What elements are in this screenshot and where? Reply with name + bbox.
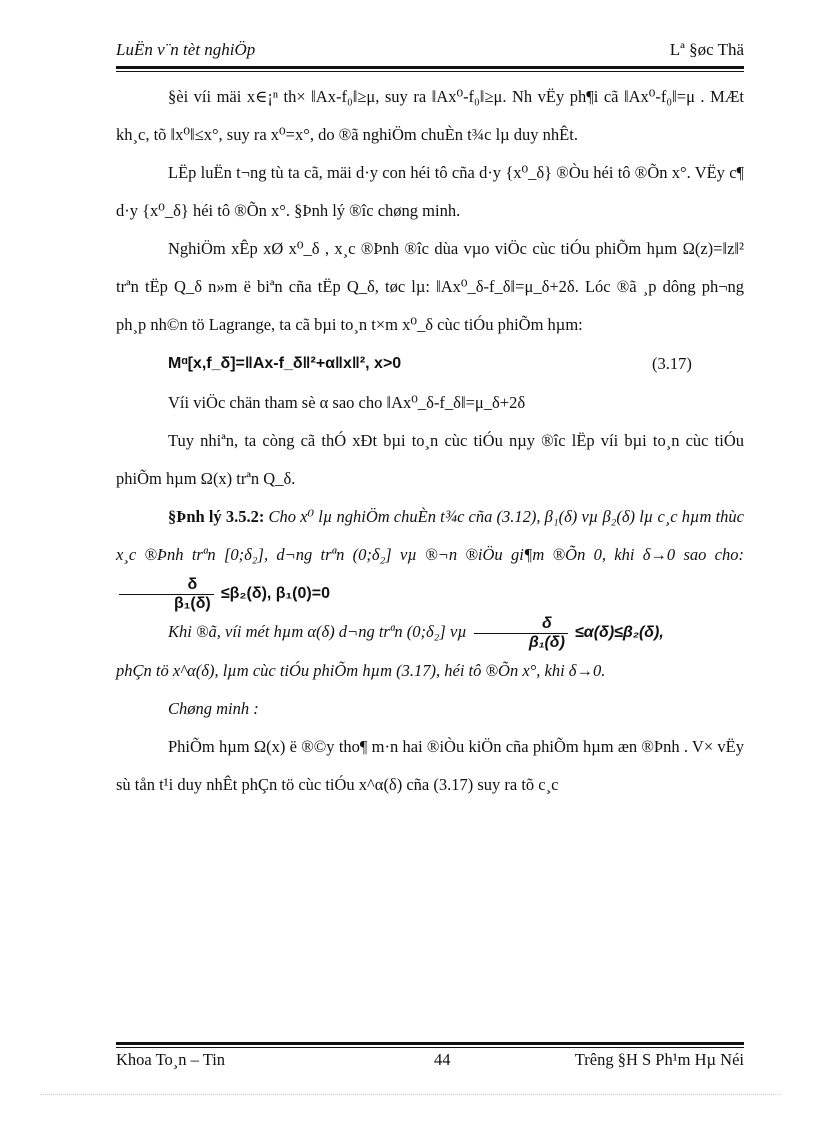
alpha-fraction — [474, 615, 568, 652]
equation-3-17 — [116, 344, 744, 384]
paragraph-proof: PhiÕm hµm Ω(x) ë ®©y tho¶ m·n hai ®iÒu kiÖn cña phiÕm hµm æn ®Þnh . V× vËy sù tån t¹i duy nhÊt phÇn tö cùc tiÓu x^α(δ) cña (3.17) suy ra tõ c¸c — [116, 737, 744, 794]
theorem-fraction — [119, 576, 214, 613]
page-edge-dotted-line — [40, 1094, 780, 1095]
footer-rule-thin — [116, 1047, 744, 1048]
alpha-fraction-numerator: δ — [474, 615, 568, 634]
theorem-label: §Þnh lý 3.5.2: — [168, 507, 265, 526]
paragraph-alpha-function — [116, 613, 744, 652]
header-rule-thin — [116, 71, 744, 72]
paragraph-alpha-choice: Víi viÖc chän tham sè α sao cho ‖Ax⁰_δ-f_δ‖=μ_δ+2δ — [168, 393, 526, 412]
theorem-fraction-numerator: δ — [119, 576, 214, 595]
equation-3-17-number: (3.17) — [652, 354, 692, 373]
paragraph-uniqueness: §èi víi mäi x∈¡ⁿ th× ‖Ax-f₀‖≥μ, suy ra ‖Ax⁰-f₀‖≥μ. Nh vËy ph¶i cã ‖Ax⁰-f₀‖=μ . MÆt kh¸c, tõ ‖x⁰‖≤x°, suy ra x⁰=x°, do ®ã nghiÖm chuÈn t¾c lµ duy nhÊt. — [116, 87, 744, 144]
page-footer — [116, 1050, 744, 1074]
paragraph-minimizer: phÇn tö x^α(δ), lµm cùc tiÓu phiÕm hµm (3.17), héi tô ®Õn x°, khi δ→0. — [116, 661, 606, 680]
alpha-condition: ≤α(δ)≤β₂(δ), — [575, 624, 664, 641]
theorem-fraction-denominator: β₁(δ) — [174, 594, 211, 612]
paragraph-convergence: LËp luËn t¬ng tù ta cã, mäi d·y con héi tô cña d·y {x⁰_δ} ®Òu héi tô ®Õn x°. VËy c¶ d·y {x⁰_δ} héi tô ®Õn x°. §Þnh lý ®îc chøng minh. — [116, 163, 744, 220]
alpha-fraction-denominator: β₁(δ) — [528, 633, 565, 651]
theorem-condition: ≤β₂(δ), β₁(0)=0 — [220, 585, 330, 602]
footer-page-number: 44 — [434, 1050, 451, 1069]
paragraph-approx-solution: NghiÖm xÊp xØ x⁰_δ , x¸c ®Þnh ®îc dùa vµo viÖc cùc tiÓu phiÕm hµm Ω(z)=‖z‖² trªn tËp Q_δ n»m ë biªn cña tËp Q_δ, tøc lµ: ‖Ax⁰_δ-f_δ‖=μ_δ+2δ. Lóc ®ã ¸p dông ph¬ng ph¸p nh©n tö Lagrange, ta cã bµi to¸n t×m x⁰_δ cùc tiÓu phiÕm hµm: — [116, 239, 744, 334]
header-author: Lª §øc Thä — [669, 40, 744, 59]
page-header — [116, 36, 744, 66]
header-rule-thick — [116, 66, 744, 69]
alpha-function-text: Khi ®ã, víi mét hµm α(δ) d¬ng trªn (0;δ₂] vµ — [168, 622, 467, 641]
page-content — [116, 78, 744, 804]
theorem-3-5-2 — [116, 498, 744, 613]
equation-3-17-body: Mᵅ[x,f_δ]=‖Ax-f_δ‖²+α‖x‖², x>0 — [168, 355, 402, 372]
footer-rule-thick — [116, 1042, 744, 1045]
footer-university: Trêng §H S Ph¹m Hµ Néi — [574, 1050, 744, 1069]
footer-faculty: Khoa To¸n – Tin — [116, 1050, 226, 1069]
header-thesis-title: LuËn v¨n tèt nghiÖp — [116, 40, 256, 59]
theorem-statement: Cho x⁰ lµ nghiÖm chuÈn t¾c cña (3.12), β₁(δ) vµ β₂(δ) lµ c¸c hµm thùc x¸c ®Þnh trªn [0;δ₂], d¬ng trªn (0;δ₂] vµ ®¬n ®iÖu gi¶m ®Õn 0, khi δ→0 sao cho: — [116, 507, 744, 564]
proof-heading: Chøng minh : — [168, 699, 259, 718]
paragraph-equivalence: Tuy nhiªn, ta còng cã thÓ xÐt bµi to¸n cùc tiÓu nµy ®îc lËp víi bµi to¸n cùc tiÓu phiÕm hµm Ω(x) trªn Q_δ. — [116, 431, 744, 488]
